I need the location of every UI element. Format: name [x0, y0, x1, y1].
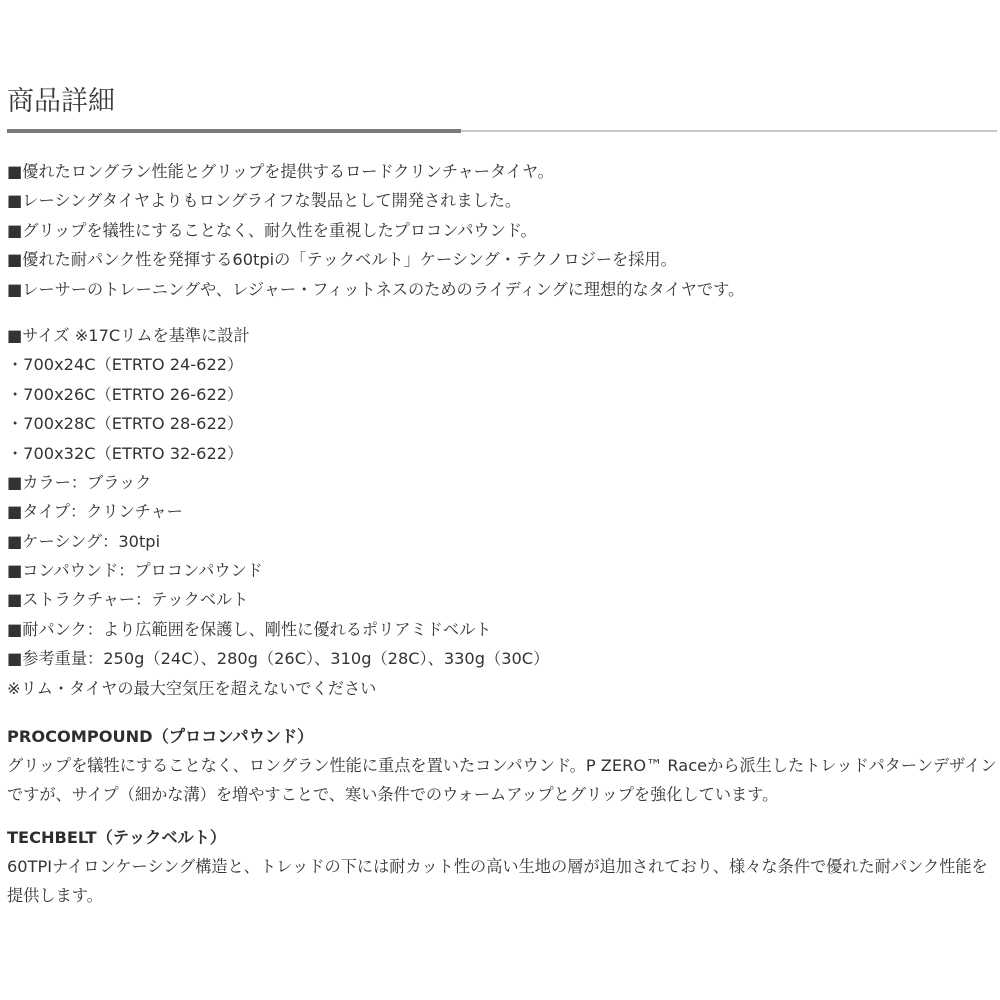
feature-item: ■レーサーのトレーニングや、レジャー・フィットネスのためのライディングに理想的なタイヤです。	[7, 279, 745, 299]
spec-list	[7, 157, 997, 703]
feature-item: ■優れたロングラン性能とグリップを提供するロードクリンチャータイヤ。	[7, 162, 554, 181]
page-title: 商品詳細	[7, 86, 115, 117]
spec-item: ■タイプ：クリンチャー	[7, 502, 183, 522]
spec-note: ※リム・タイヤの最大空気圧を超えないでください	[7, 678, 377, 698]
procompound-description: グリップを犠牲にすることなく、ロングラン性能に重点を置いたコンパウンド。P ZERO™ Raceから派生したトレッドパターンデザインですが、サイプ（細かな溝）を増やすことで、寒い条件でのウォームアップとグリップを強化しています。	[7, 756, 997, 805]
techbelt-title: TECHBELT（テックベルト）	[7, 827, 227, 847]
spec-item: ・700x24C（ETRTO 24-622）	[7, 355, 244, 375]
list-spacer	[7, 304, 997, 321]
spec-item: ■ストラクチャー：テックベルト	[7, 590, 249, 610]
spec-item: ・700x26C（ETRTO 26-622）	[7, 384, 244, 404]
feature-item: ■レーシングタイヤよりもロングライフな製品として開発されました。	[7, 191, 522, 211]
spec-item: ・700x32C（ETRTO 32-622）	[7, 443, 244, 463]
feature-item: ■グリップを犠牲にすることなく、耐久性を重視したプロコンパウンド。	[7, 220, 537, 240]
feature-item: ■優れた耐パンク性を発揮する60tpiの「テックベルト」ケーシング・テクノロジーを採用。	[7, 250, 677, 270]
technology-sections	[7, 723, 997, 925]
procompound-title: PROCOMPOUND（プロコンパウンド）	[7, 727, 314, 746]
spec-item: ■カラー：ブラック	[7, 472, 152, 492]
spec-item: ■サイズ ※17Cリムを基準に設計	[7, 325, 250, 345]
spec-item: ■耐パンク：より広範囲を保護し、剛性に優れるポリアミドベルト	[7, 619, 492, 639]
divider-line	[461, 130, 997, 132]
spec-item: ■コンパウンド：プロコンパウンド	[7, 561, 263, 581]
heading-divider	[7, 129, 997, 133]
techbelt-description: 60TPIナイロンケーシング構造と、トレッドの下には耐カット性の高い生地の層が追加されており、様々な条件で優れた耐パンク性能を提供します。	[7, 856, 988, 906]
spec-item: ■ケーシング：30tpi	[7, 531, 161, 551]
divider-accent	[7, 129, 461, 133]
spec-item: ■参考重量：250g（24C）、280g（26C）、310g（28C）、330g（30C）	[7, 649, 550, 669]
spec-item: ・700x28C（ETRTO 28-622）	[7, 414, 244, 434]
